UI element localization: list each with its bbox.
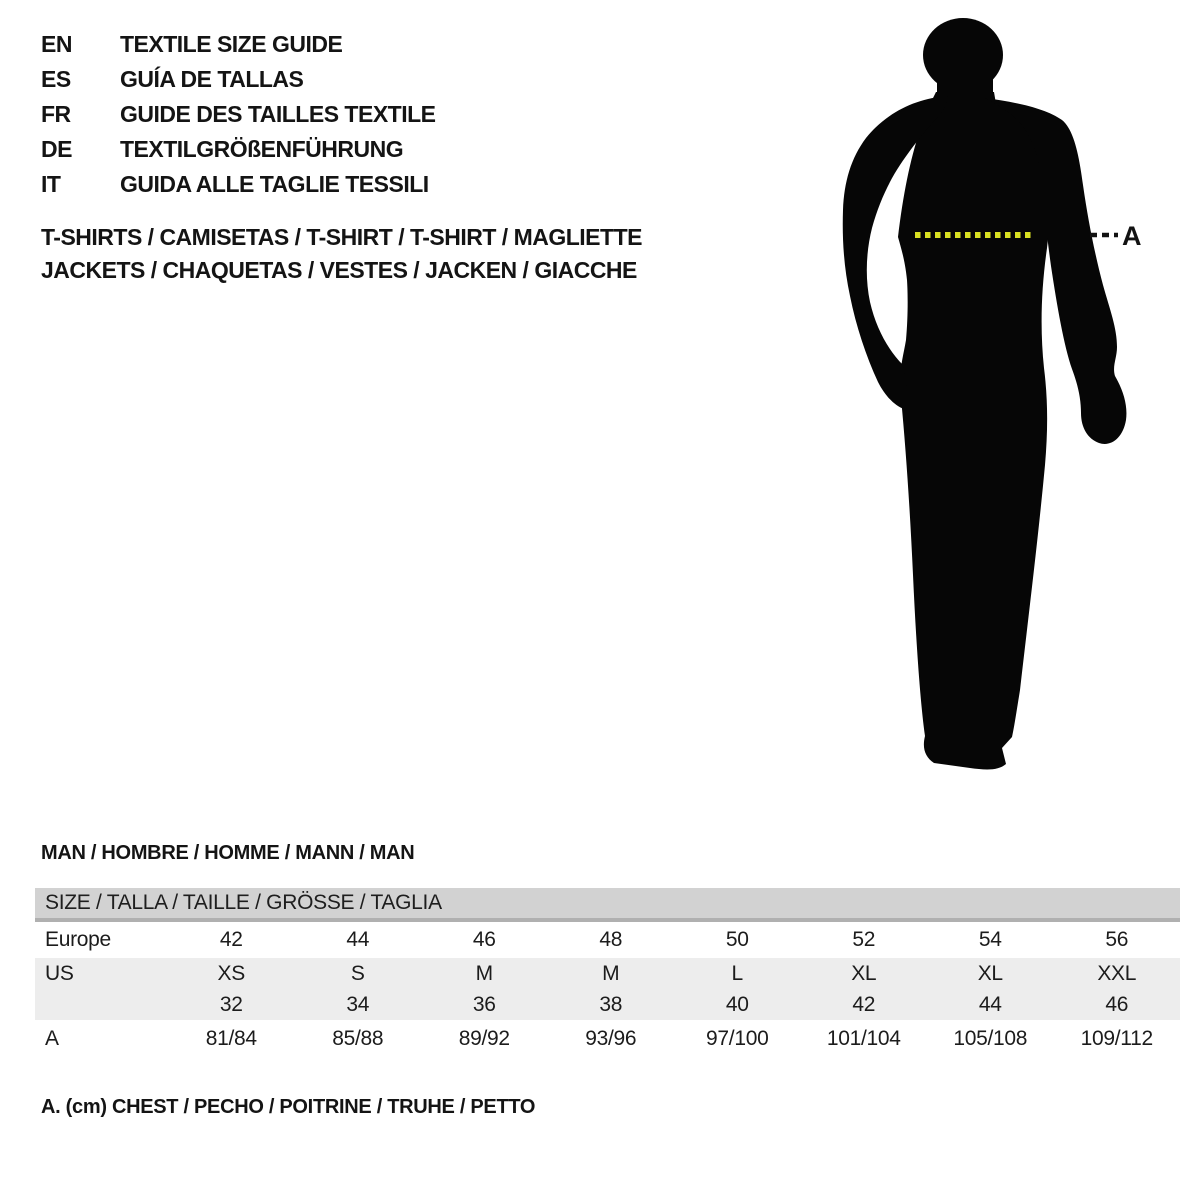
- table-cell: 81/84: [205, 1026, 257, 1050]
- table-cell: 32: [219, 992, 243, 1016]
- table-row-label: Europe: [45, 928, 111, 951]
- language-code: EN: [41, 31, 72, 57]
- language-title: GUÍA DE TALLAS: [120, 66, 304, 92]
- language-title: GUIDA ALLE TAGLIE TESSILI: [120, 171, 429, 197]
- language-code: DE: [41, 136, 72, 162]
- table-cell: M: [602, 961, 620, 985]
- table-row-label: A: [45, 1026, 59, 1050]
- section-title: MAN / HOMBRE / HOMME / MANN / MAN: [41, 842, 415, 864]
- table-cell: 34: [346, 992, 370, 1016]
- language-code: FR: [41, 101, 71, 127]
- table-cell: 42: [219, 928, 243, 951]
- table-cell: XS: [217, 961, 245, 985]
- language-title: TEXTILGRÖßENFÜHRUNG: [120, 136, 404, 162]
- table-cell: 52: [852, 928, 876, 951]
- table-cell: 56: [1105, 928, 1129, 951]
- table-cell: 54: [978, 928, 1002, 951]
- table-cell: XXL: [1097, 961, 1137, 985]
- table-cell: S: [350, 961, 365, 985]
- table-cell: 42: [852, 992, 876, 1016]
- measure-label: A: [1122, 221, 1142, 251]
- table-cell: 44: [978, 992, 1002, 1016]
- table-cell: M: [475, 961, 493, 985]
- table-row-us: [35, 958, 1180, 989]
- table-cell: XL: [977, 961, 1003, 985]
- table-cell: 40: [725, 992, 749, 1016]
- table-cell: 93/96: [585, 1026, 637, 1050]
- table-cell: 46: [1105, 992, 1129, 1016]
- size-table-header-bar: [35, 888, 1180, 922]
- table-row-europe: [35, 922, 1180, 958]
- table-cell: 89/92: [458, 1026, 510, 1050]
- language-code: ES: [41, 66, 71, 92]
- table-cell: 105/108: [953, 1026, 1028, 1050]
- table-cell: XL: [851, 961, 877, 985]
- table-cell: 38: [599, 992, 623, 1016]
- measurement-footnote: A. (cm) CHEST / PECHO / POITRINE / TRUHE / PETTO: [41, 1096, 536, 1118]
- category-line: JACKETS / CHAQUETAS / VESTES / JACKEN / GIACCHE: [41, 257, 637, 283]
- table-cell: L: [731, 961, 743, 985]
- table-cell: 101/104: [826, 1026, 901, 1050]
- table-cell: 50: [725, 928, 749, 951]
- category-line: T-SHIRTS / CAMISETAS / T-SHIRT / T-SHIRT / MAGLIETTE: [41, 224, 642, 250]
- table-cell: 85/88: [332, 1026, 384, 1050]
- table-cell: 109/112: [1080, 1026, 1153, 1050]
- language-title: GUIDE DES TAILLES TEXTILE: [120, 101, 436, 127]
- table-row-label: US: [45, 961, 74, 985]
- size-table: [35, 888, 1180, 1057]
- table-cell: 46: [472, 928, 496, 951]
- table-row-chest: [35, 1020, 1180, 1057]
- table-cell: 36: [472, 992, 496, 1016]
- table-row-numeric: [35, 989, 1180, 1020]
- language-code: IT: [41, 171, 61, 197]
- size-table-header-label: SIZE / TALLA / TAILLE / GRÖSSE / TAGLIA: [45, 891, 442, 914]
- silhouette-torso-legs: [898, 92, 1064, 769]
- table-cell: 44: [346, 928, 370, 951]
- table-cell: 97/100: [706, 1026, 769, 1050]
- table-cell: 48: [599, 928, 623, 951]
- language-title: TEXTILE SIZE GUIDE: [120, 31, 343, 57]
